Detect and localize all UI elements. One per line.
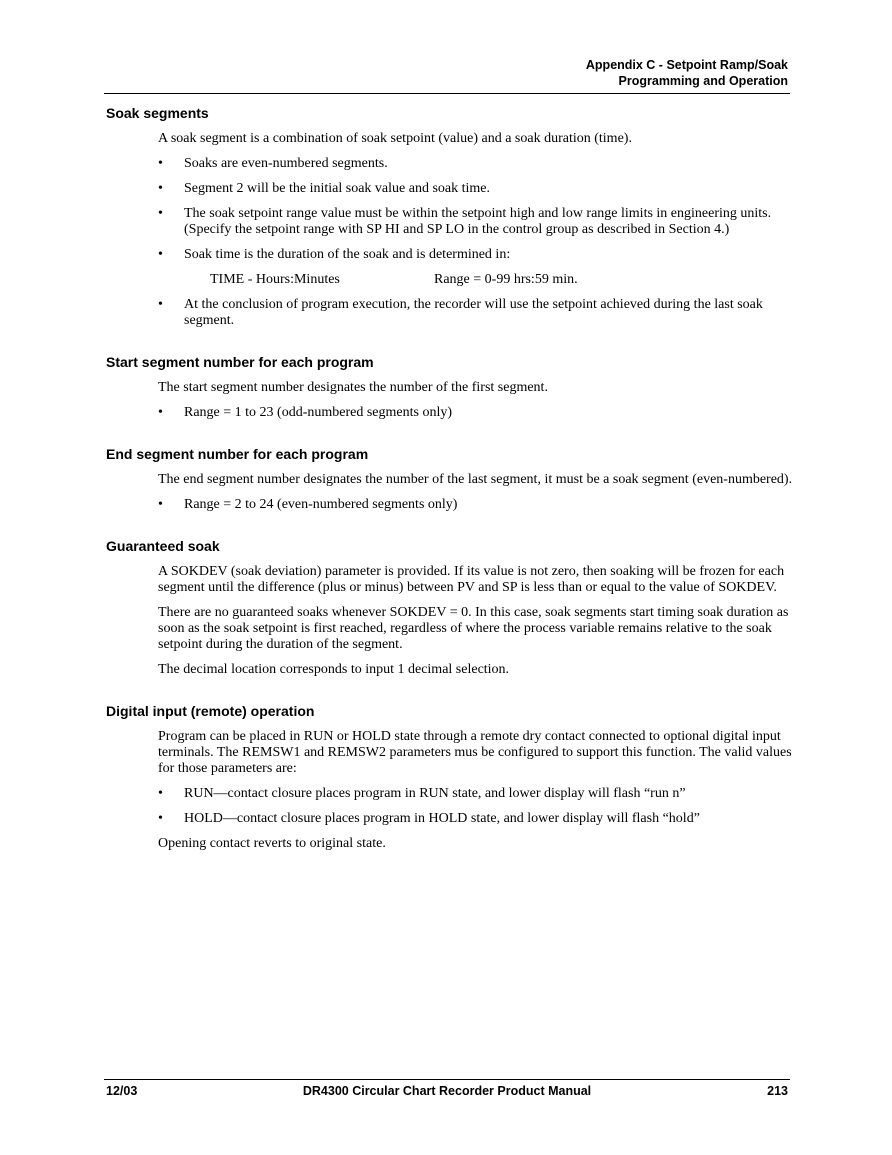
bullet-list <box>158 786 796 827</box>
paragraph: The end segment number designates the number of the last segment, it must be a soak segment (even-numbered). <box>158 472 793 487</box>
section-body <box>158 472 796 513</box>
page-content <box>106 104 796 876</box>
footer-title: DR4300 Circular Chart Recorder Product Manual <box>302 1084 592 1098</box>
footer-rule <box>104 1079 790 1080</box>
bullet-icon: • <box>158 156 163 171</box>
section-heading: Guaranteed soak <box>106 538 220 554</box>
header-rule <box>104 93 790 94</box>
list-item <box>158 206 796 238</box>
list-item-text: Range = 2 to 24 (even-numbered segments only) <box>184 497 458 512</box>
paragraph: There are no guaranteed soaks whenever SOKDEV = 0. In this case, soak segments start timing soak duration as soon as the soak setpoint is first reached, regardless of where the process variable remains relative to the soak setpoint during the duration of the segment. <box>158 605 789 652</box>
list-item-text: At the conclusion of program execution, the recorder will use the setpoint achieved during the last soak segment. <box>184 297 763 328</box>
list-item <box>158 497 796 513</box>
page-number: 213 <box>767 1084 788 1098</box>
bullet-list <box>158 156 796 263</box>
section-heading: End segment number for each program <box>106 446 369 462</box>
header-line-1: Appendix C - Setpoint Ramp/Soak <box>585 58 788 72</box>
paragraph: A SOKDEV (soak deviation) parameter is provided. If its value is not zero, then soaking will be frozen for each segment until the difference (plus or minus) between PV and SP is less than or equal to the value of SOKDEV. <box>158 564 785 595</box>
paragraph: The start segment number designates the number of the first segment. <box>158 380 548 395</box>
list-item-text: Soak time is the duration of the soak and is determined in: <box>184 247 511 262</box>
paragraph: A soak segment is a combination of soak setpoint (value) and a soak duration (time). <box>158 131 632 146</box>
time-label: TIME - Hours:Minutes <box>210 272 340 287</box>
list-item <box>158 786 796 802</box>
list-item-text: Soaks are even-numbered segments. <box>184 156 388 171</box>
section-guaranteed-soak <box>106 537 796 678</box>
paragraph: The decimal location corresponds to input 1 decimal selection. <box>158 662 510 677</box>
footer-date: 12/03 <box>106 1084 138 1098</box>
list-item-text: HOLD—contact closure places program in HOLD state, and lower display will flash “hold” <box>184 811 700 826</box>
bullet-icon: • <box>158 497 163 512</box>
section-start-segment <box>106 353 796 421</box>
time-range: Range = 0-99 hrs:59 min. <box>434 272 578 287</box>
list-item <box>158 811 796 827</box>
section-heading: Digital input (remote) operation <box>106 703 315 719</box>
section-end-segment <box>106 445 796 513</box>
header-line-2: Programming and Operation <box>618 74 788 88</box>
bullet-icon: • <box>158 206 163 221</box>
bullet-list <box>158 405 796 421</box>
bullet-icon: • <box>158 247 163 262</box>
list-item-text: RUN—contact closure places program in RUN state, and lower display will flash “run n” <box>184 786 686 801</box>
bullet-list <box>158 297 796 329</box>
bullet-list <box>158 497 796 513</box>
running-header <box>388 57 788 89</box>
list-item-text: Range = 1 to 23 (odd-numbered segments only) <box>184 405 453 420</box>
time-range-row <box>158 272 796 288</box>
list-item <box>158 297 796 329</box>
section-body <box>158 131 796 329</box>
list-item-text: The soak setpoint range value must be within the setpoint high and low range limits in engineering units. (Specify the setpoint range with SP HI and SP LO in the control group as described in Section 4.) <box>184 206 772 237</box>
bullet-icon: • <box>158 405 163 420</box>
list-item-text: Segment 2 will be the initial soak value and soak time. <box>184 181 490 196</box>
paragraph: Program can be placed in RUN or HOLD state through a remote dry contact connected to optional digital input terminals. The REMSW1 and REMSW2 parameters mus be configured to support this function. The valid values for those parameters are: <box>158 729 792 776</box>
list-item <box>158 156 796 172</box>
section-body <box>158 380 796 421</box>
section-soak-segments <box>106 104 796 329</box>
list-item <box>158 181 796 197</box>
bullet-icon: • <box>158 297 163 312</box>
paragraph: Opening contact reverts to original state. <box>158 836 386 851</box>
bullet-icon: • <box>158 786 163 801</box>
section-body <box>158 729 796 852</box>
section-digital-input <box>106 702 796 852</box>
list-item <box>158 247 796 263</box>
section-heading: Soak segments <box>106 105 209 121</box>
bullet-icon: • <box>158 181 163 196</box>
list-item <box>158 405 796 421</box>
section-heading: Start segment number for each program <box>106 354 374 370</box>
bullet-icon: • <box>158 811 163 826</box>
section-body <box>158 564 796 678</box>
